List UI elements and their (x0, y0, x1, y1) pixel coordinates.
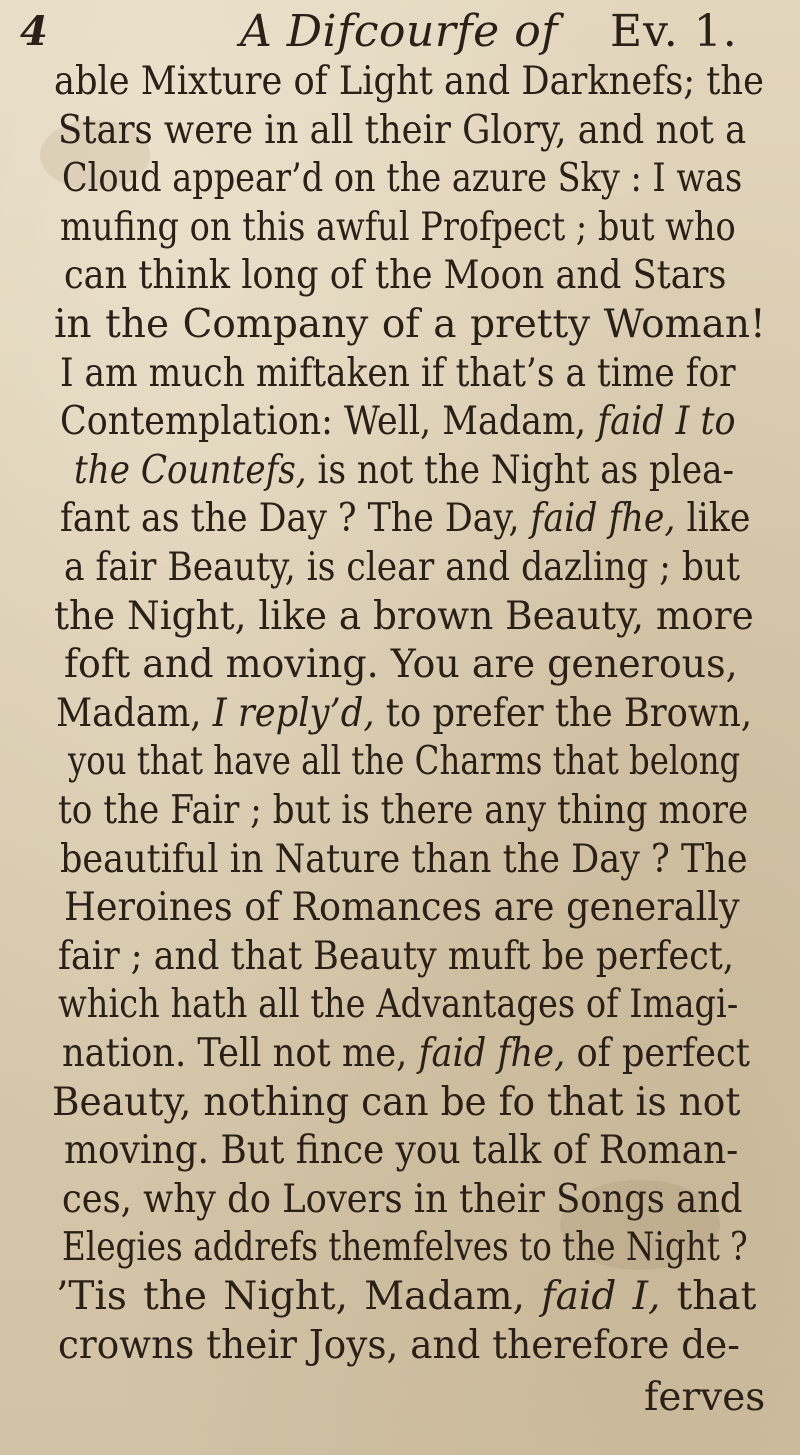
text-line (62, 1030, 750, 1078)
text-line (64, 641, 738, 689)
text-segment: Stars were in all their Glory, and not a (58, 107, 747, 153)
text-line (56, 690, 752, 738)
text-line (58, 107, 746, 155)
text-line (62, 155, 742, 203)
text-line (54, 301, 766, 349)
running-header (0, 6, 800, 66)
text-segment: Madam, (56, 690, 213, 736)
text-segment: mufing on this awful Profpect ; but who (60, 204, 736, 250)
text-line (64, 1127, 738, 1175)
signature-reference: Ev. 1. (610, 6, 738, 57)
text-line (58, 933, 734, 981)
text-segment: Heroines of Romances are generally (64, 885, 740, 931)
text-segment: a fair Beauty, is clear and dazling ; but (64, 545, 741, 590)
text-line (60, 398, 736, 446)
text-segment: foft and moving. You are generous, (64, 642, 738, 688)
italic-text: faid I, (541, 1274, 661, 1319)
text-segment: Elegies addrefs themfelves to the Night ? (62, 1225, 748, 1271)
italic-text: faid I to (597, 399, 736, 445)
text-segment: Cloud appear’d on the azure Sky : I was (62, 156, 743, 202)
text-line (60, 350, 736, 398)
text-line (60, 495, 750, 543)
text-segment: Contemplation: Well, Madam, (60, 399, 598, 445)
text-line (62, 1224, 748, 1272)
text-segment: can think long of the Moon and Stars (64, 253, 727, 299)
text-segment: Beauty, nothing can be fo that is not (52, 1079, 741, 1125)
text-line (60, 836, 748, 884)
text-segment: able Mixture of Light and Darknefs; the (54, 59, 764, 104)
text-segment: crowns their Joys, and therefore de- (58, 1322, 740, 1368)
catchword: ferves (644, 1375, 766, 1420)
text-line (64, 544, 740, 592)
text-line (68, 738, 740, 786)
text-segment: in the Company of a pretty Woman! (54, 302, 766, 347)
text-segment: fant as the Day ? The Day, (60, 496, 531, 542)
italic-text: the Countefs, (74, 447, 307, 493)
text-line (64, 252, 726, 300)
text-segment: to prefer the Brown, (374, 690, 753, 736)
text-line (56, 1273, 756, 1321)
text-segment: ’Tis the Night, Madam, (56, 1274, 542, 1319)
text-segment: is not the Night as plea- (306, 447, 734, 493)
text-line (52, 1079, 740, 1127)
text-segment: nation. Tell not me, (62, 1031, 419, 1076)
italic-text: faid fhe, (418, 1031, 566, 1076)
text-segment: I am much miftaken if that’s a time for (60, 350, 736, 396)
text-segment: ces, why do Lovers in their Songs and (62, 1176, 743, 1222)
italic-text: faid fhe, (530, 496, 676, 542)
text-segment: beautiful in Nature than the Day ? The (60, 836, 748, 882)
text-line (58, 787, 748, 835)
text-line (58, 1322, 740, 1370)
text-line (54, 58, 764, 106)
text-line (54, 593, 754, 641)
text-segment: to the Fair ; but is there any thing more (58, 788, 749, 833)
text-line (62, 1176, 742, 1224)
text-line (58, 981, 738, 1029)
page-number: 4 (20, 8, 48, 55)
text-segment: fair ; and that Beauty muft be perfect, (58, 933, 734, 979)
text-segment: which hath all the Advantages of Imagi- (58, 982, 739, 1028)
text-segment: you that have all the Charms that belong (68, 739, 741, 785)
running-title: A Difcourfe of (240, 6, 558, 57)
text-segment: moving. But fince you talk of Roman- (64, 1128, 739, 1174)
text-line (60, 204, 736, 252)
text-segment: of perfect (565, 1031, 750, 1076)
text-segment: that (660, 1274, 757, 1319)
text-segment: the Night, like a brown Beauty, more (54, 593, 754, 639)
text-segment: like (675, 496, 751, 542)
italic-text: I reply’d, (212, 690, 375, 736)
text-line (74, 447, 734, 495)
text-line (64, 884, 740, 932)
